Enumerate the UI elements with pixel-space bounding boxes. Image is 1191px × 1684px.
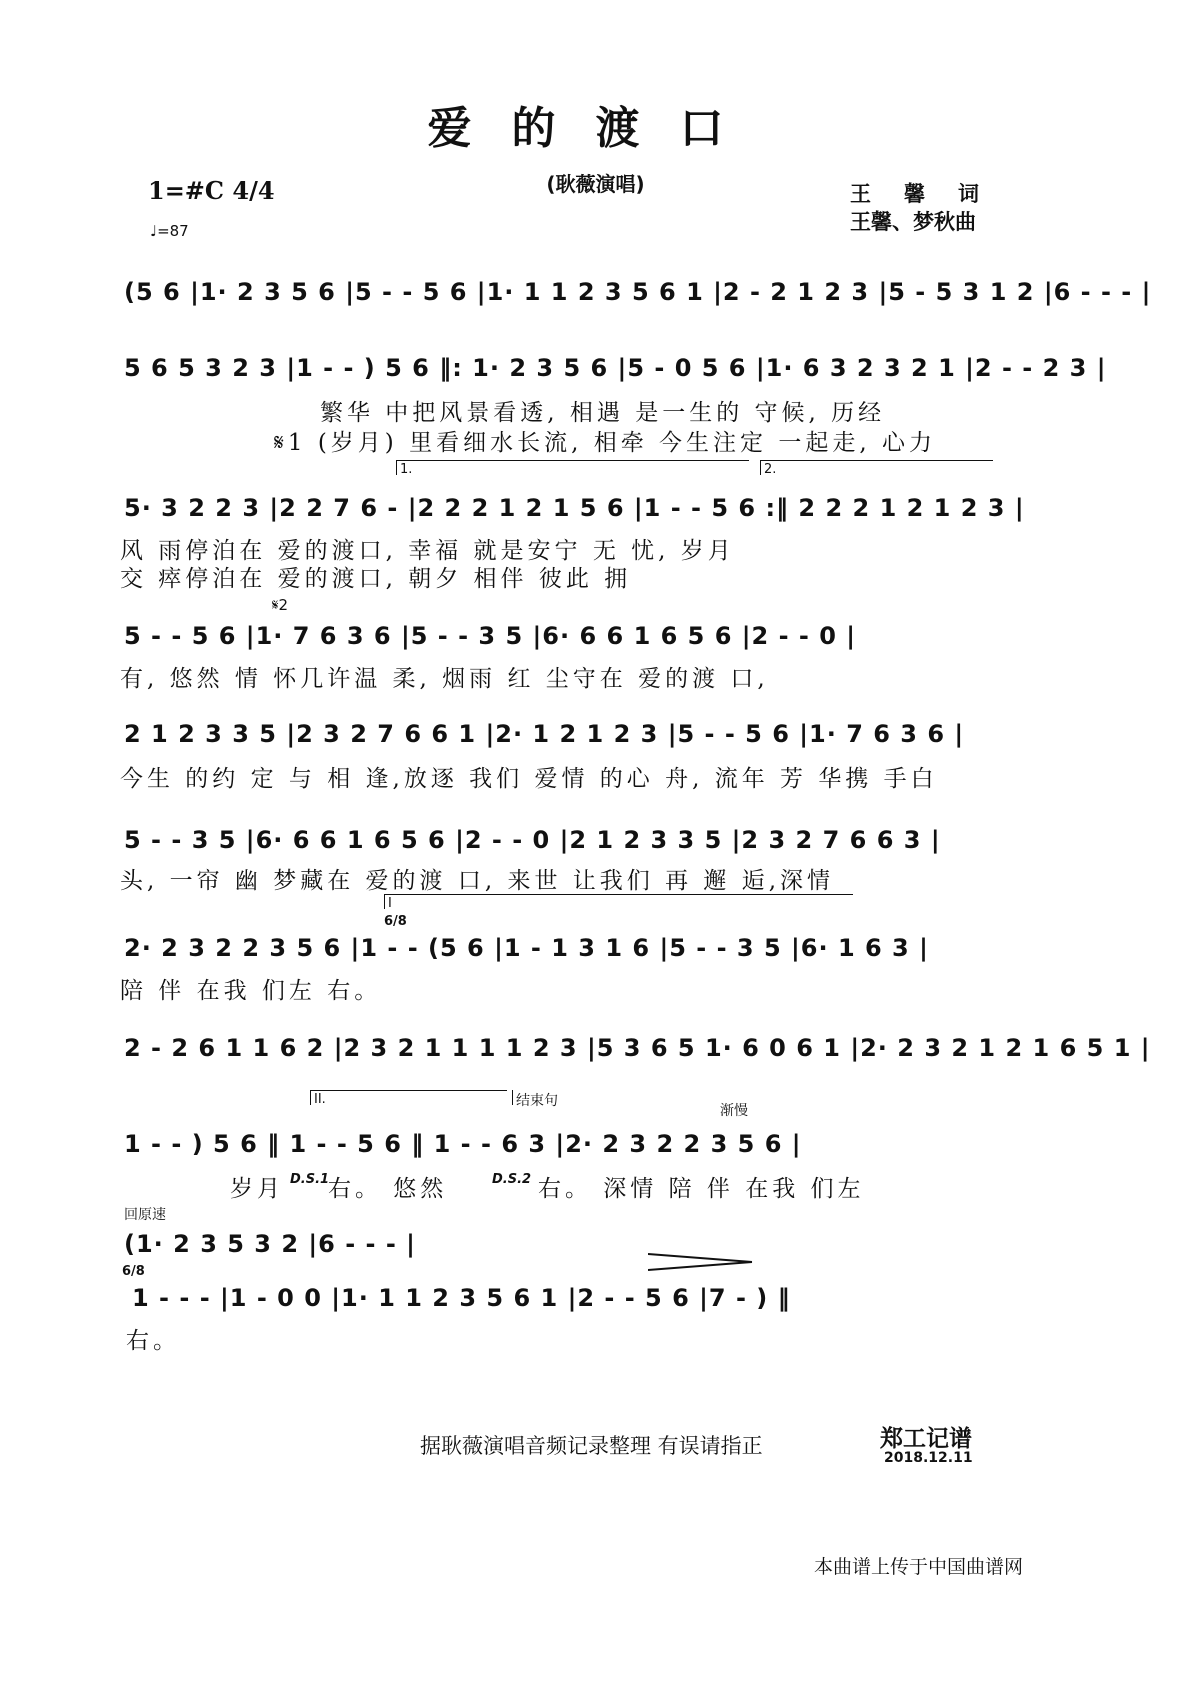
volta-ii-label: II. xyxy=(314,1092,326,1107)
lyric-line-9c: 右。 深情 陪 伴 在我 们左 xyxy=(538,1176,865,1202)
source-watermark: 本曲谱上传于中国曲谱网 xyxy=(814,1556,1024,1578)
composer-credit: 王馨、梦秋曲 xyxy=(850,210,976,234)
volta-bracket-ii xyxy=(310,1090,507,1105)
score-line-8: 2 - 2 6 1 1 6 2 |2 3 2 1 1 1 1 2 3 |5 3 6 5 1· 6 0 6 1 |2· 2 3 2 1 2 1 6 5 1 | xyxy=(124,1034,1151,1062)
lyric-line-6: 头, 一帘 幽 梦藏在 爱的渡 口, 来世 让我们 再 邂 逅,深情 xyxy=(120,868,835,894)
transcription-note: 据耿薇演唱音频记录整理 有误请指正 xyxy=(420,1434,763,1458)
volta-2-label: 2. xyxy=(764,462,777,477)
lyric-line-5: 今生 的约 定 与 相 逢,放逐 我们 爱情 的心 舟, 流年 芳 华携 手白 xyxy=(120,766,938,792)
lyric-line-3b: 交 瘁停泊在 爱的渡口, 朝夕 相伴 彼此 拥 xyxy=(120,566,632,592)
lyric-line-2b: 𝄋1 (岁月) 里看细水长流, 相牵 今生注定 一起走, 心力 xyxy=(274,430,936,456)
lyric-line-3a: 风 雨停泊在 爱的渡口, 幸福 就是安宁 无 忧, 岁月 xyxy=(120,538,735,564)
time-sig-6-8-b: 6/8 xyxy=(122,1264,145,1279)
score-line-10-upper: (1· 2 3 5 3 2 |6 - - - | xyxy=(124,1230,416,1258)
transcriber-brand: 郑工记谱 xyxy=(880,1426,972,1452)
ds2-mark: D.S.2 xyxy=(492,1172,532,1187)
decrescendo-mark xyxy=(648,1252,756,1272)
key-signature: 1=#C 4/4 xyxy=(148,176,275,205)
tempo-marking: ♩=87 xyxy=(150,222,189,240)
volta-bracket-i xyxy=(384,894,853,909)
volta-bracket-2 xyxy=(760,460,993,475)
transcription-date: 2018.12.11 xyxy=(884,1450,973,1466)
segno-2-mark: 𝄋2 xyxy=(272,596,288,614)
lyric-line-4: 有, 悠然 情 怀几许温 柔, 烟雨 红 尘守在 爱的渡 口, xyxy=(120,666,769,692)
ending-label: 结束句 xyxy=(516,1093,558,1109)
ritard-label: 渐慢 xyxy=(720,1103,748,1119)
score-line-2: 5 6 5 3 2 3 |1 - - ) 5 6 ‖: 1· 2 3 5 6 |5 - 0 5 6 |1· 6 3 2 3 2 1 |2 - - 2 3 | xyxy=(124,354,1107,382)
volta-i-label: I xyxy=(388,896,392,911)
singer-subtitle: (耿薇演唱) xyxy=(546,172,645,196)
score-line-5: 2 1 2 3 3 5 |2 3 2 7 6 6 1 |2· 1 2 1 2 3 |5 - - 5 6 |1· 7 6 3 6 | xyxy=(124,720,965,748)
score-line-4: 5 - - 5 6 |1· 7 6 3 6 |5 - - 3 5 |6· 6 6 1 6 5 6 |2 - - 0 | xyxy=(124,622,857,650)
score-line-10: 1 - - - |1 - 0 0 |1· 1 1 2 3 5 6 1 |2 - - 5 6 |7 - ) ‖ xyxy=(132,1284,791,1312)
lyric-line-2a: 繁华 中把风景看透, 相遇 是一生的 守候, 历经 xyxy=(320,400,886,426)
lyric-line-10: 右。 xyxy=(126,1328,180,1354)
lyric-line-9b: 右。 悠然 xyxy=(328,1176,448,1202)
lyric-line-7: 陪 伴 在我 们左 右。 xyxy=(120,978,382,1004)
volta-bracket-1 xyxy=(396,460,749,475)
page-title: 爱的渡口 xyxy=(427,103,764,154)
volta-1-label: 1. xyxy=(400,462,413,477)
score-line-7: 2· 2 3 2 2 3 5 6 |1 - - (5 6 |1 - 1 3 1 6 |5 - - 3 5 |6· 1 6 3 | xyxy=(124,934,929,962)
lyric-line-9a: 岁月 xyxy=(230,1176,284,1202)
lyricist-credit: 王 馨 词 xyxy=(850,182,985,206)
ending-bracket xyxy=(512,1090,513,1105)
score-line-1: (5 6 |1· 2 3 5 6 |5 - - 5 6 |1· 1 1 2 3 5 6 1 |2 - 2 1 2 3 |5 - 5 3 1 2 |6 - - - | xyxy=(124,278,1152,306)
score-line-3: 5· 3 2 2 3 |2 2 7 6 - |2 2 2 1 2 1 5 6 |1 - - 5 6 :‖ 2 2 2 1 2 1 2 3 | xyxy=(124,494,1025,522)
ds1-mark: D.S.1 xyxy=(290,1172,330,1187)
score-line-6: 5 - - 3 5 |6· 6 6 1 6 5 6 |2 - - 0 |2 1 2 3 3 5 |2 3 2 7 6 6 3 | xyxy=(124,826,941,854)
time-sig-6-8-a: 6/8 xyxy=(384,914,407,929)
score-line-9: 1 - - ) 5 6 ‖ 1 - - 5 6 ‖ 1 - - 6 3 |2· 2 3 2 2 3 5 6 | xyxy=(124,1130,802,1158)
a-tempo-label: 回原速 xyxy=(124,1207,166,1223)
